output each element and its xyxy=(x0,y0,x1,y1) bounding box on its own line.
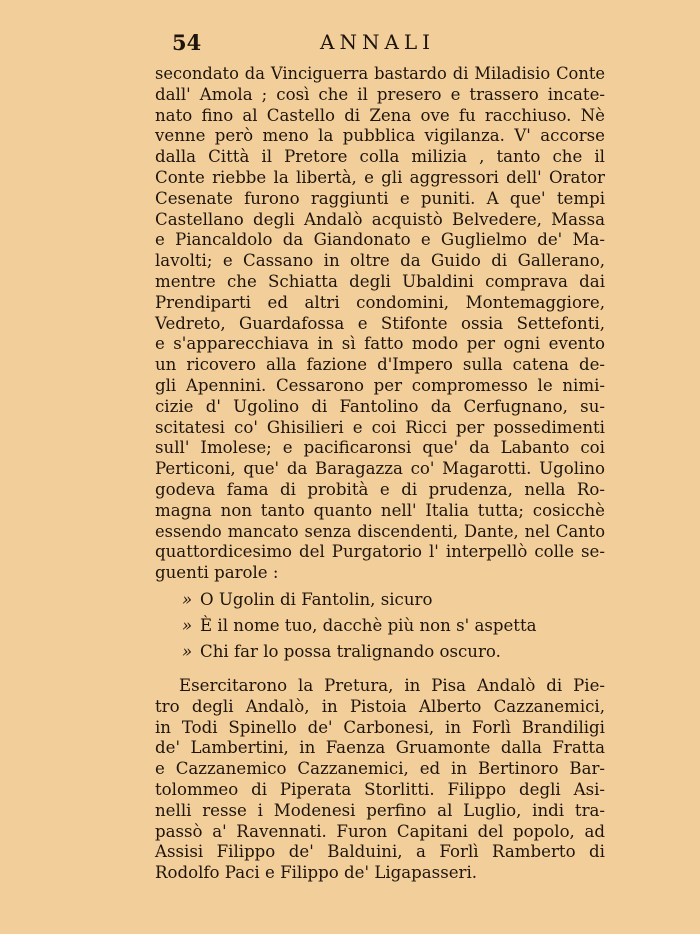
text-line: mentre che Schiatta degli Ubaldini comprava dai xyxy=(155,271,605,291)
text-line: gli Apennini. Cessarono per compromesso le nimi- xyxy=(155,375,605,395)
text-line: quattordicesimo del Purgatorio l' interpellò colle se- xyxy=(155,542,605,562)
paragraph-2 xyxy=(155,676,605,884)
verse-line xyxy=(182,639,602,665)
quote-mark: » xyxy=(182,642,193,661)
text-line: secondato da Vinciguerra bastardo di Miladisio Conte xyxy=(155,64,605,83)
text-line: Castellano degli Andalò acquistò Belvedere, Massa xyxy=(155,209,605,229)
text-line: Assisi Filippo de' Balduini, a Forlì Ramberto di xyxy=(155,842,605,862)
text-line: guenti parole : xyxy=(155,563,279,583)
text-line: scitatesi co' Ghisilieri e coi Ricci per possedimenti xyxy=(155,417,605,437)
text-line: dall' Amola ; così che il presero e trassero incate- xyxy=(155,84,605,104)
verse-text: Chi far lo possa tralignando oscuro. xyxy=(200,642,501,661)
verse-line xyxy=(182,587,602,613)
text-line: tolommeo di Piperata Storlitti. Filippo degli Asi- xyxy=(155,779,605,799)
text-line: Conte riebbe la libertà, e gli aggressori dell' Orator xyxy=(155,167,605,187)
text-line: Prendiparti ed altri condomini, Montemaggiore, xyxy=(155,292,605,312)
quote-mark: » xyxy=(182,616,193,635)
text-line: nelli resse i Modenesi perfino al Luglio, indi tra- xyxy=(155,800,605,820)
text-line: venne però meno la pubblica vigilanza. V' accorse xyxy=(155,126,605,146)
verse-line xyxy=(182,613,602,639)
text-line: de' Lambertini, in Faenza Gruamonte dalla Fratta xyxy=(155,738,605,758)
text-line: passò a' Ravennati. Furon Capitani del popolo, ad xyxy=(155,821,605,841)
text-line: cizie d' Ugolino di Fantolino da Cerfugnano, su- xyxy=(155,396,605,416)
text-line: sull' Imolese; e pacificaronsi que' da Labanto coi xyxy=(155,438,605,458)
text-line: magna non tanto quanto nell' Italia tutta; cosicchè xyxy=(155,500,605,520)
text-line: tro degli Andalò, in Pistoia Alberto Cazzanemici, xyxy=(155,696,605,716)
text-line: essendo mancato senza discendenti, Dante, nel Canto xyxy=(155,521,605,541)
paragraph-1 xyxy=(155,64,605,584)
text-line: e Piancaldolo da Giandonato e Guglielmo de' Ma- xyxy=(155,230,605,250)
text-line: lavolti; e Cassano in oltre da Guido di Gallerano, xyxy=(155,251,605,271)
text-line: godeva fama di probità e di prudenza, nella Ro- xyxy=(155,479,605,499)
verse-quote xyxy=(182,587,602,665)
page-header xyxy=(150,30,450,60)
text-line: in Todi Spinello de' Carbonesi, in Forlì Brandiligi xyxy=(155,717,605,737)
page-number: 54 xyxy=(172,30,202,55)
text-line: e Cazzanemico Cazzanemici, ed in Bertinoro Bar- xyxy=(155,759,605,779)
text-line: Perticoni, que' da Baragazza co' Magarotti. Ugolino xyxy=(155,459,605,479)
verse-text: È il nome tuo, dacchè più non s' aspetta xyxy=(200,616,537,635)
text-line: e s'apparecchiava in sì fatto modo per ogni evento xyxy=(155,334,605,354)
text-line: un ricovero alla fazione d'Impero sulla catena de- xyxy=(155,355,605,375)
text-line: Vedreto, Guardafossa e Stifonte ossia Settefonti, xyxy=(155,313,605,333)
quote-mark: » xyxy=(182,590,193,609)
text-line: Rodolfo Paci e Filippo de' Ligapasseri. xyxy=(155,863,478,883)
verse-text: O Ugolin di Fantolin, sicuro xyxy=(200,590,433,609)
text-line: Esercitarono la Pretura, in Pisa Andalò di Pie- xyxy=(179,676,605,695)
text-line: Cesenate furono raggiunti e puniti. A que' tempi xyxy=(155,188,605,208)
running-title: ANNALI xyxy=(320,30,436,54)
text-line: dalla Città il Pretore colla milizia , tanto che il xyxy=(155,147,605,167)
text-line: nato fino al Castello di Zena ove fu racchiuso. Nè xyxy=(155,105,605,125)
